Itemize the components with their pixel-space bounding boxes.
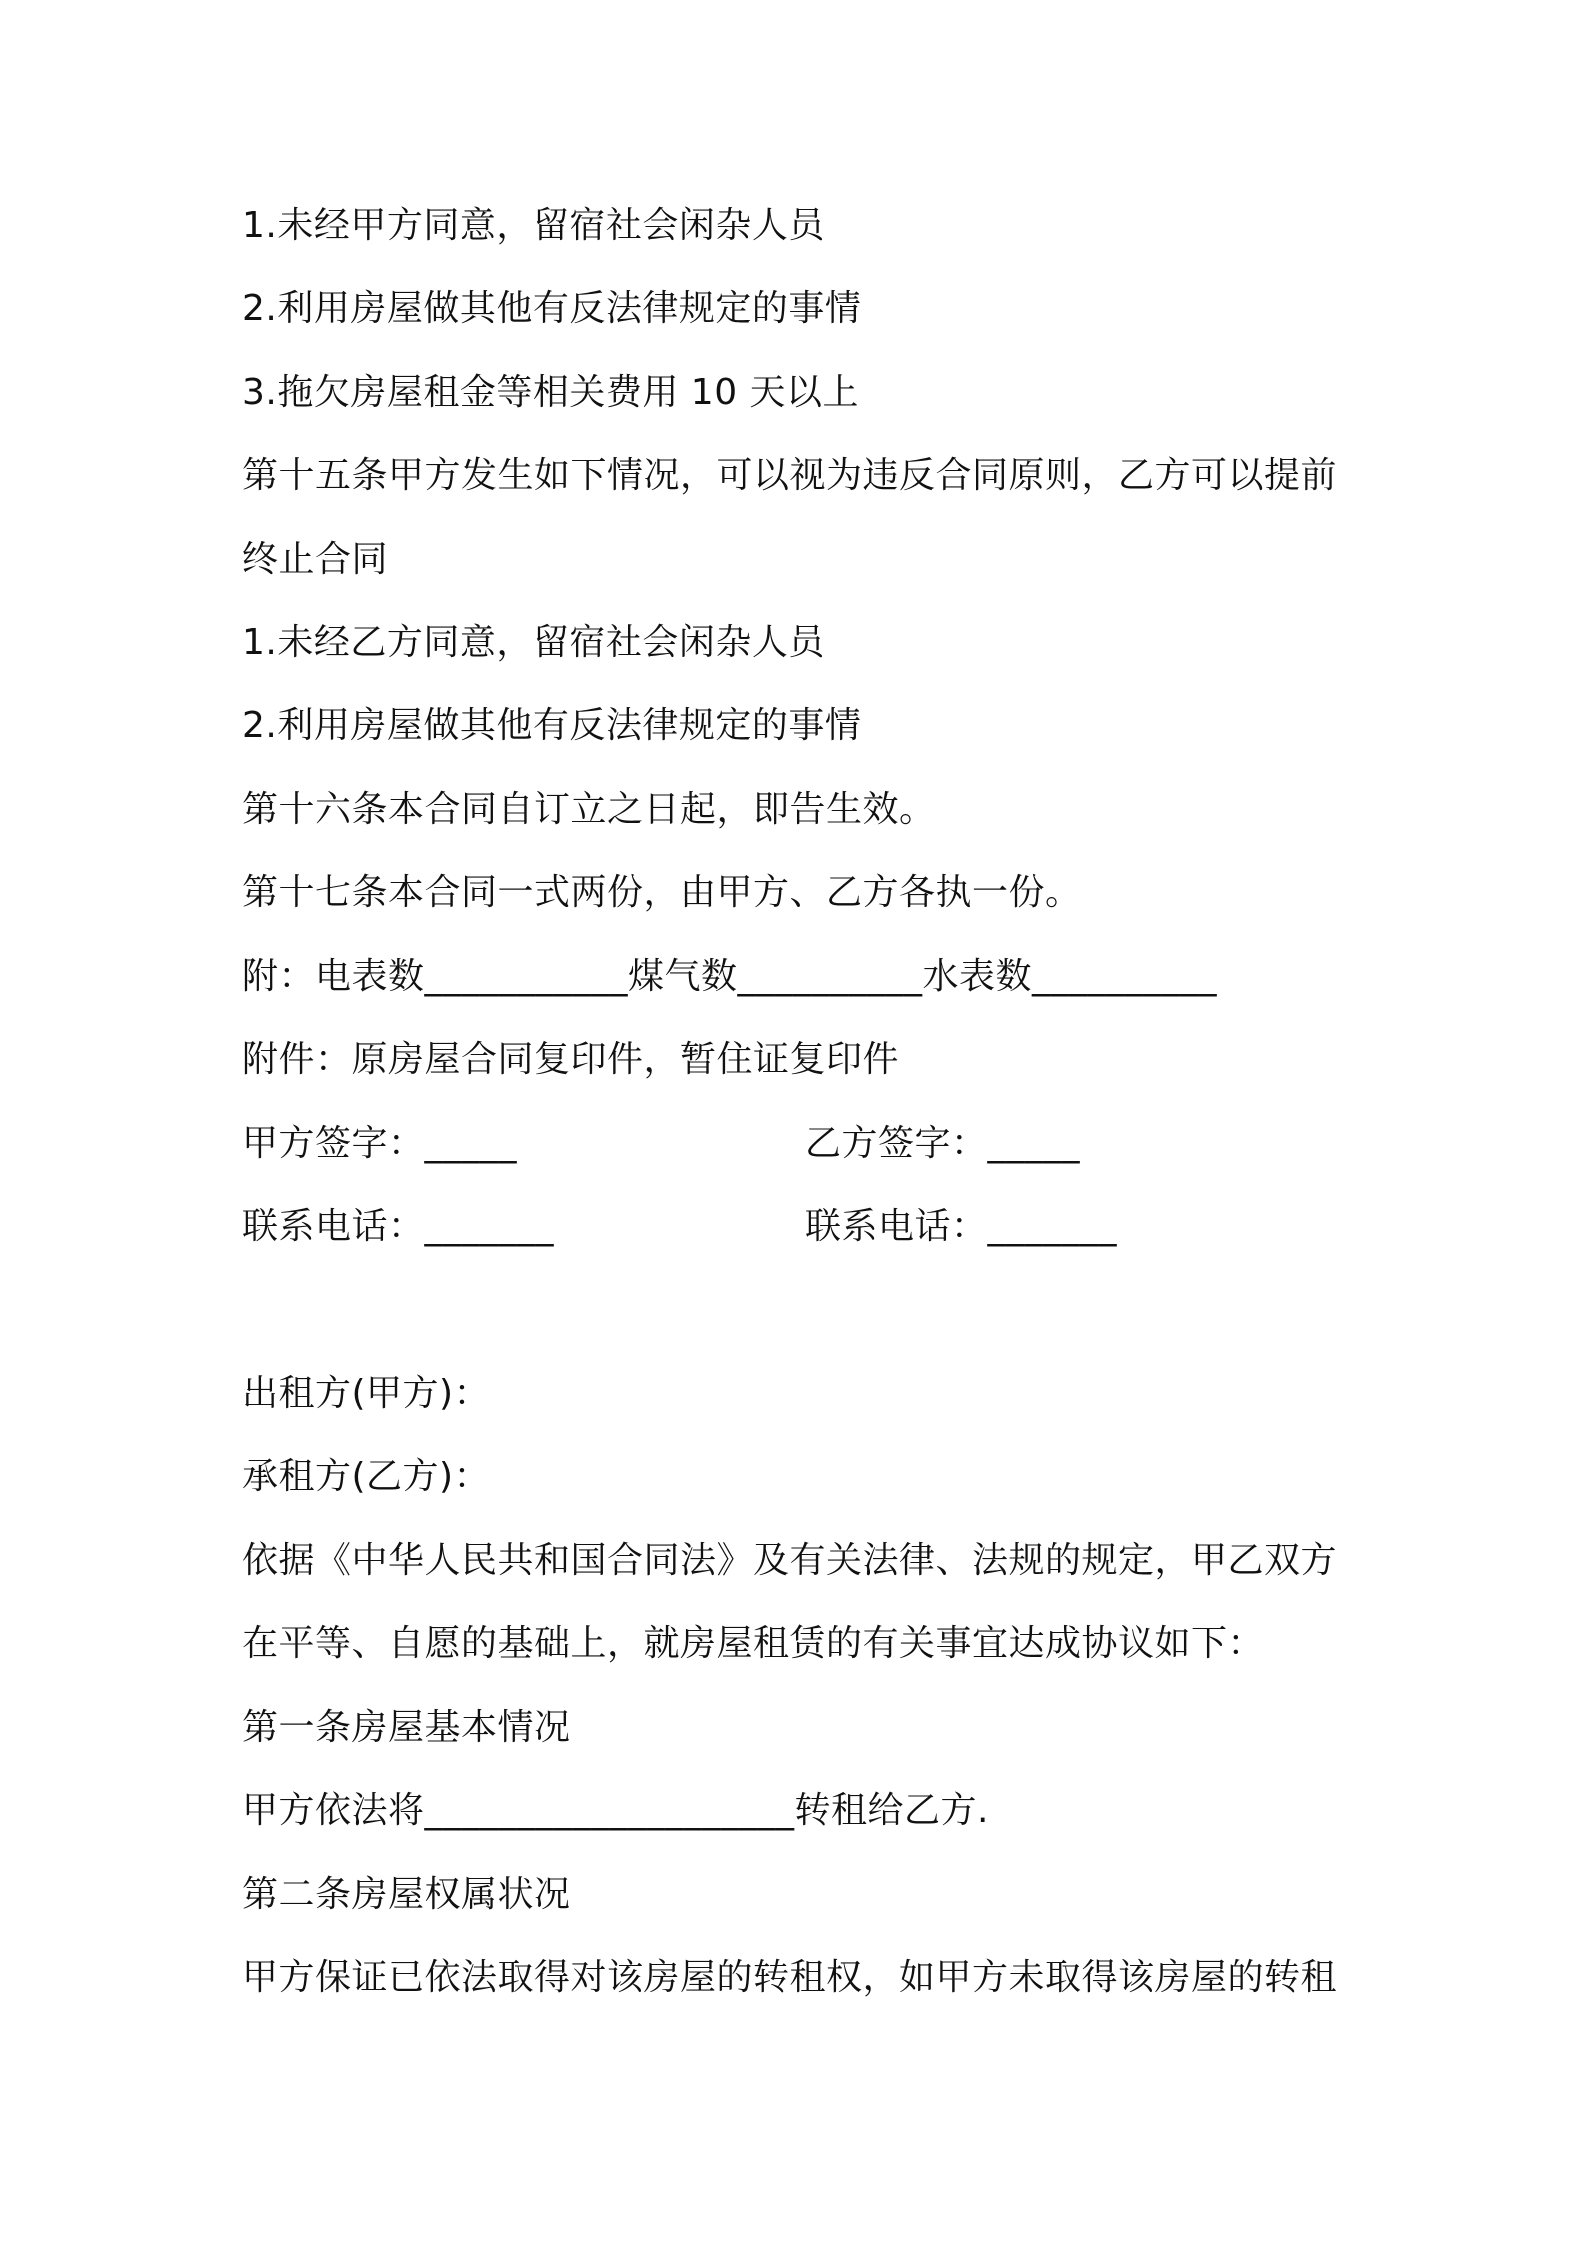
contract-intro-line: 在平等、自愿的基础上，就房屋租赁的有关事宜达成协议如下： — [242, 1623, 1265, 1664]
clause-line: 1.未经乙方同意，留宿社会闲杂人员 — [242, 622, 825, 663]
lessee-line: 承租方(乙方)： — [242, 1456, 491, 1497]
clause-line: 第十五条甲方发生如下情况，可以视为违反合同原则，乙方可以提前 — [242, 455, 1338, 496]
clause-line: 1.未经甲方同意，留宿社会闲杂人员 — [242, 205, 825, 246]
clause-line: 2.利用房屋做其他有反法律规定的事情 — [242, 705, 862, 746]
clause-line: 第十七条本合同一式两份，由甲方、乙方各执一份。 — [242, 872, 1082, 913]
lessor-line: 出租方(甲方)： — [242, 1373, 491, 1414]
clause-line: 2.利用房屋做其他有反法律规定的事情 — [242, 288, 862, 329]
contract-line: 甲方保证已依法取得对该房屋的转租权，如甲方未取得该房屋的转租 — [242, 1957, 1338, 1998]
clause-line: 第十六条本合同自订立之日起，即告生效。 — [242, 789, 936, 830]
attachment-line: 附件：原房屋合同复印件，暂住证复印件 — [242, 1039, 900, 1080]
section-heading: 第二条房屋权属状况 — [242, 1874, 571, 1915]
party-a-phone: 联系电话：_______ — [242, 1206, 555, 1247]
contract-intro-line: 依据《中华人民共和国合同法》及有关法律、法规的规定，甲乙双方 — [242, 1540, 1338, 1581]
party-b-signature: 乙方签字：_____ — [805, 1123, 1081, 1164]
party-a-signature: 甲方签字：_____ — [242, 1123, 518, 1164]
party-b-phone: 联系电话：_______ — [805, 1206, 1118, 1247]
contract-line: 甲方依法将____________________转租给乙方. — [242, 1790, 989, 1831]
clause-line: 终止合同 — [242, 539, 389, 580]
section-heading: 第一条房屋基本情况 — [242, 1707, 571, 1748]
meter-readings-line: 附：电表数___________煤气数__________水表数__________ — [242, 956, 1218, 997]
clause-line: 3.拖欠房屋租金等相关费用 10 天以上 — [242, 372, 860, 413]
